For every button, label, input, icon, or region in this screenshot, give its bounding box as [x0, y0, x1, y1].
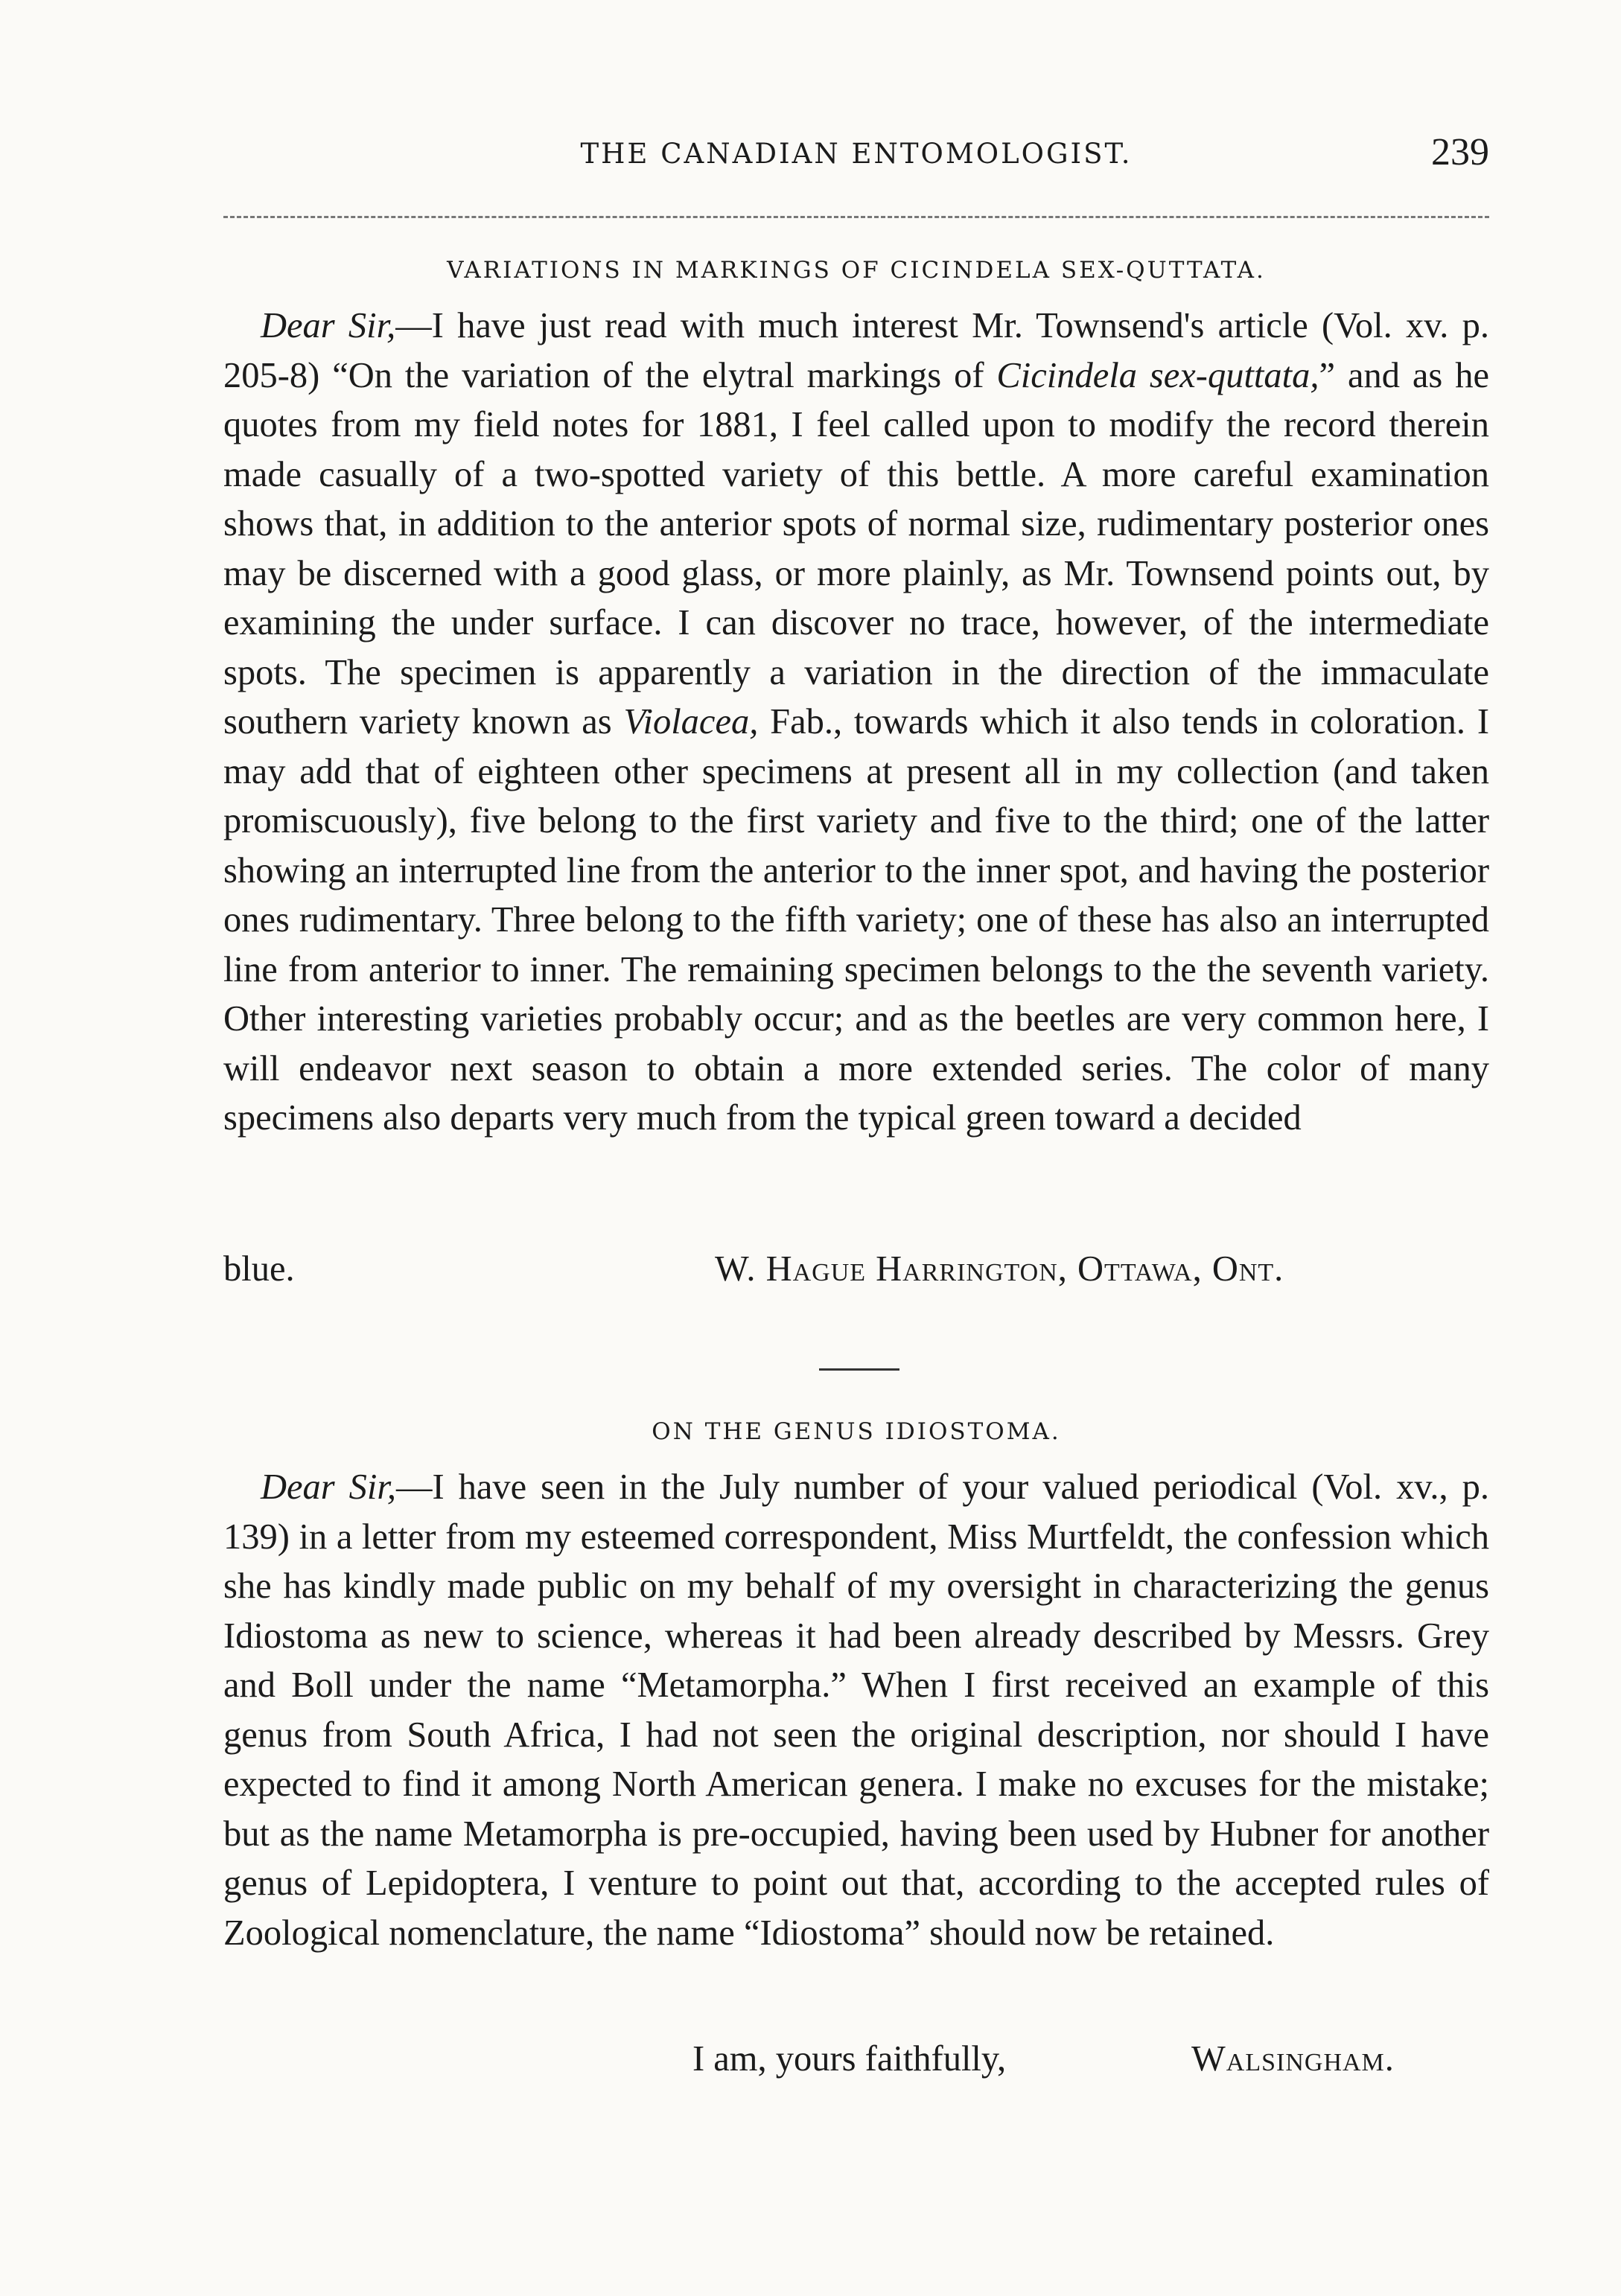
article-2-paragraph — [223, 1463, 1489, 1958]
page-number: 239 — [1431, 131, 1489, 173]
article-1-body — [223, 302, 1489, 1144]
article-2-signature: Walsingham. — [1191, 2039, 1395, 2079]
article-1-variety-name: Violacea, — [623, 702, 759, 742]
running-title: THE CANADIAN ENTOMOLOGIST. — [580, 138, 1133, 170]
article-1-text-part-3: Fab., towards which it also tends in coloration. I may add that of eighteen other specimens at present all in my collection (and taken promiscuously), five belong to the first variety and five to the third; one of the latter showing an interrupted line from the anterior to the inner spot, and having the posterior ones rudimentary. Three belong to the fifth variety; one of these has also an interrupted line from anterior to inner. The remaining specimen belongs to the the seventh variety. Other interesting varieties probably occur; and as the beetles are very common here, I will endeavor next season to obtain a more extended series. The color of many specimens also departs very much from the typical green toward a decided — [223, 702, 1489, 1138]
article-1-title: VARIATIONS IN MARKINGS OF CICINDELA SEX-QUTTATA. — [447, 257, 1266, 284]
article-2-body — [223, 1463, 1489, 1958]
article-2-salutation: Dear Sir, — [261, 1467, 396, 1507]
article-1-signature: W. Hague Harrington, Ottawa, Ont. — [715, 1249, 1284, 1289]
article-1-text-part-1: —I have just read with much interest Mr. Townsend's article (Vol. xv. p. 205-8) “On the variation of the elytral markings of — [223, 306, 1489, 395]
section-divider — [819, 1368, 899, 1371]
article-2-title: ON THE GENUS IDIOSTOMA. — [652, 1418, 1061, 1445]
article-1-salutation: Dear Sir, — [261, 306, 396, 345]
article-2-closing: I am, yours faithfully, — [692, 2039, 1007, 2079]
article-1-last-word: blue. — [223, 1249, 295, 1289]
article-1-species-name: Cicindela sex-quttata, — [996, 355, 1319, 395]
running-head — [223, 130, 1489, 175]
article-2-text: —I have seen in the July number of your valued periodical (Vol. xv., p. 139) in a letter from my esteemed correspondent, Miss Murtfeldt, the confession which she has kindly made public on my behalf of my oversight in characterizing the genus Idiostoma as new to science, whereas it had been already described by Messrs. Grey and Boll under the name “Metamorpha.” When I first received an example of this genus from South Africa, I had not seen the original description, nor should I have expected to find it among North American genera. I make no excuses for the mistake; but as the name Metamorpha is pre-occupied, having been used by Hubner for another genus of Lepidoptera, I venture to point out that, according to the accepted rules of Zoological nomenclature, the name “Idiostoma” should now be retained. — [223, 1467, 1489, 1953]
article-1-text-part-2: ” and as he quotes from my field notes for 1881, I feel called upon to modify the record therein made casually of a two-spotted variety of this bettle. A more careful examination shows that, in addition to the anterior spots of normal size, rudimentary posterior ones may be discerned with a good glass, or more plainly, as Mr. Townsend points out, by examining the under surface. I can discover no trace, however, of the intermediate spots. The specimen is apparently a variation in the direction of the immaculate southern variety known as — [223, 355, 1489, 742]
article-1-paragraph — [223, 302, 1489, 1144]
header-rule — [223, 216, 1489, 218]
